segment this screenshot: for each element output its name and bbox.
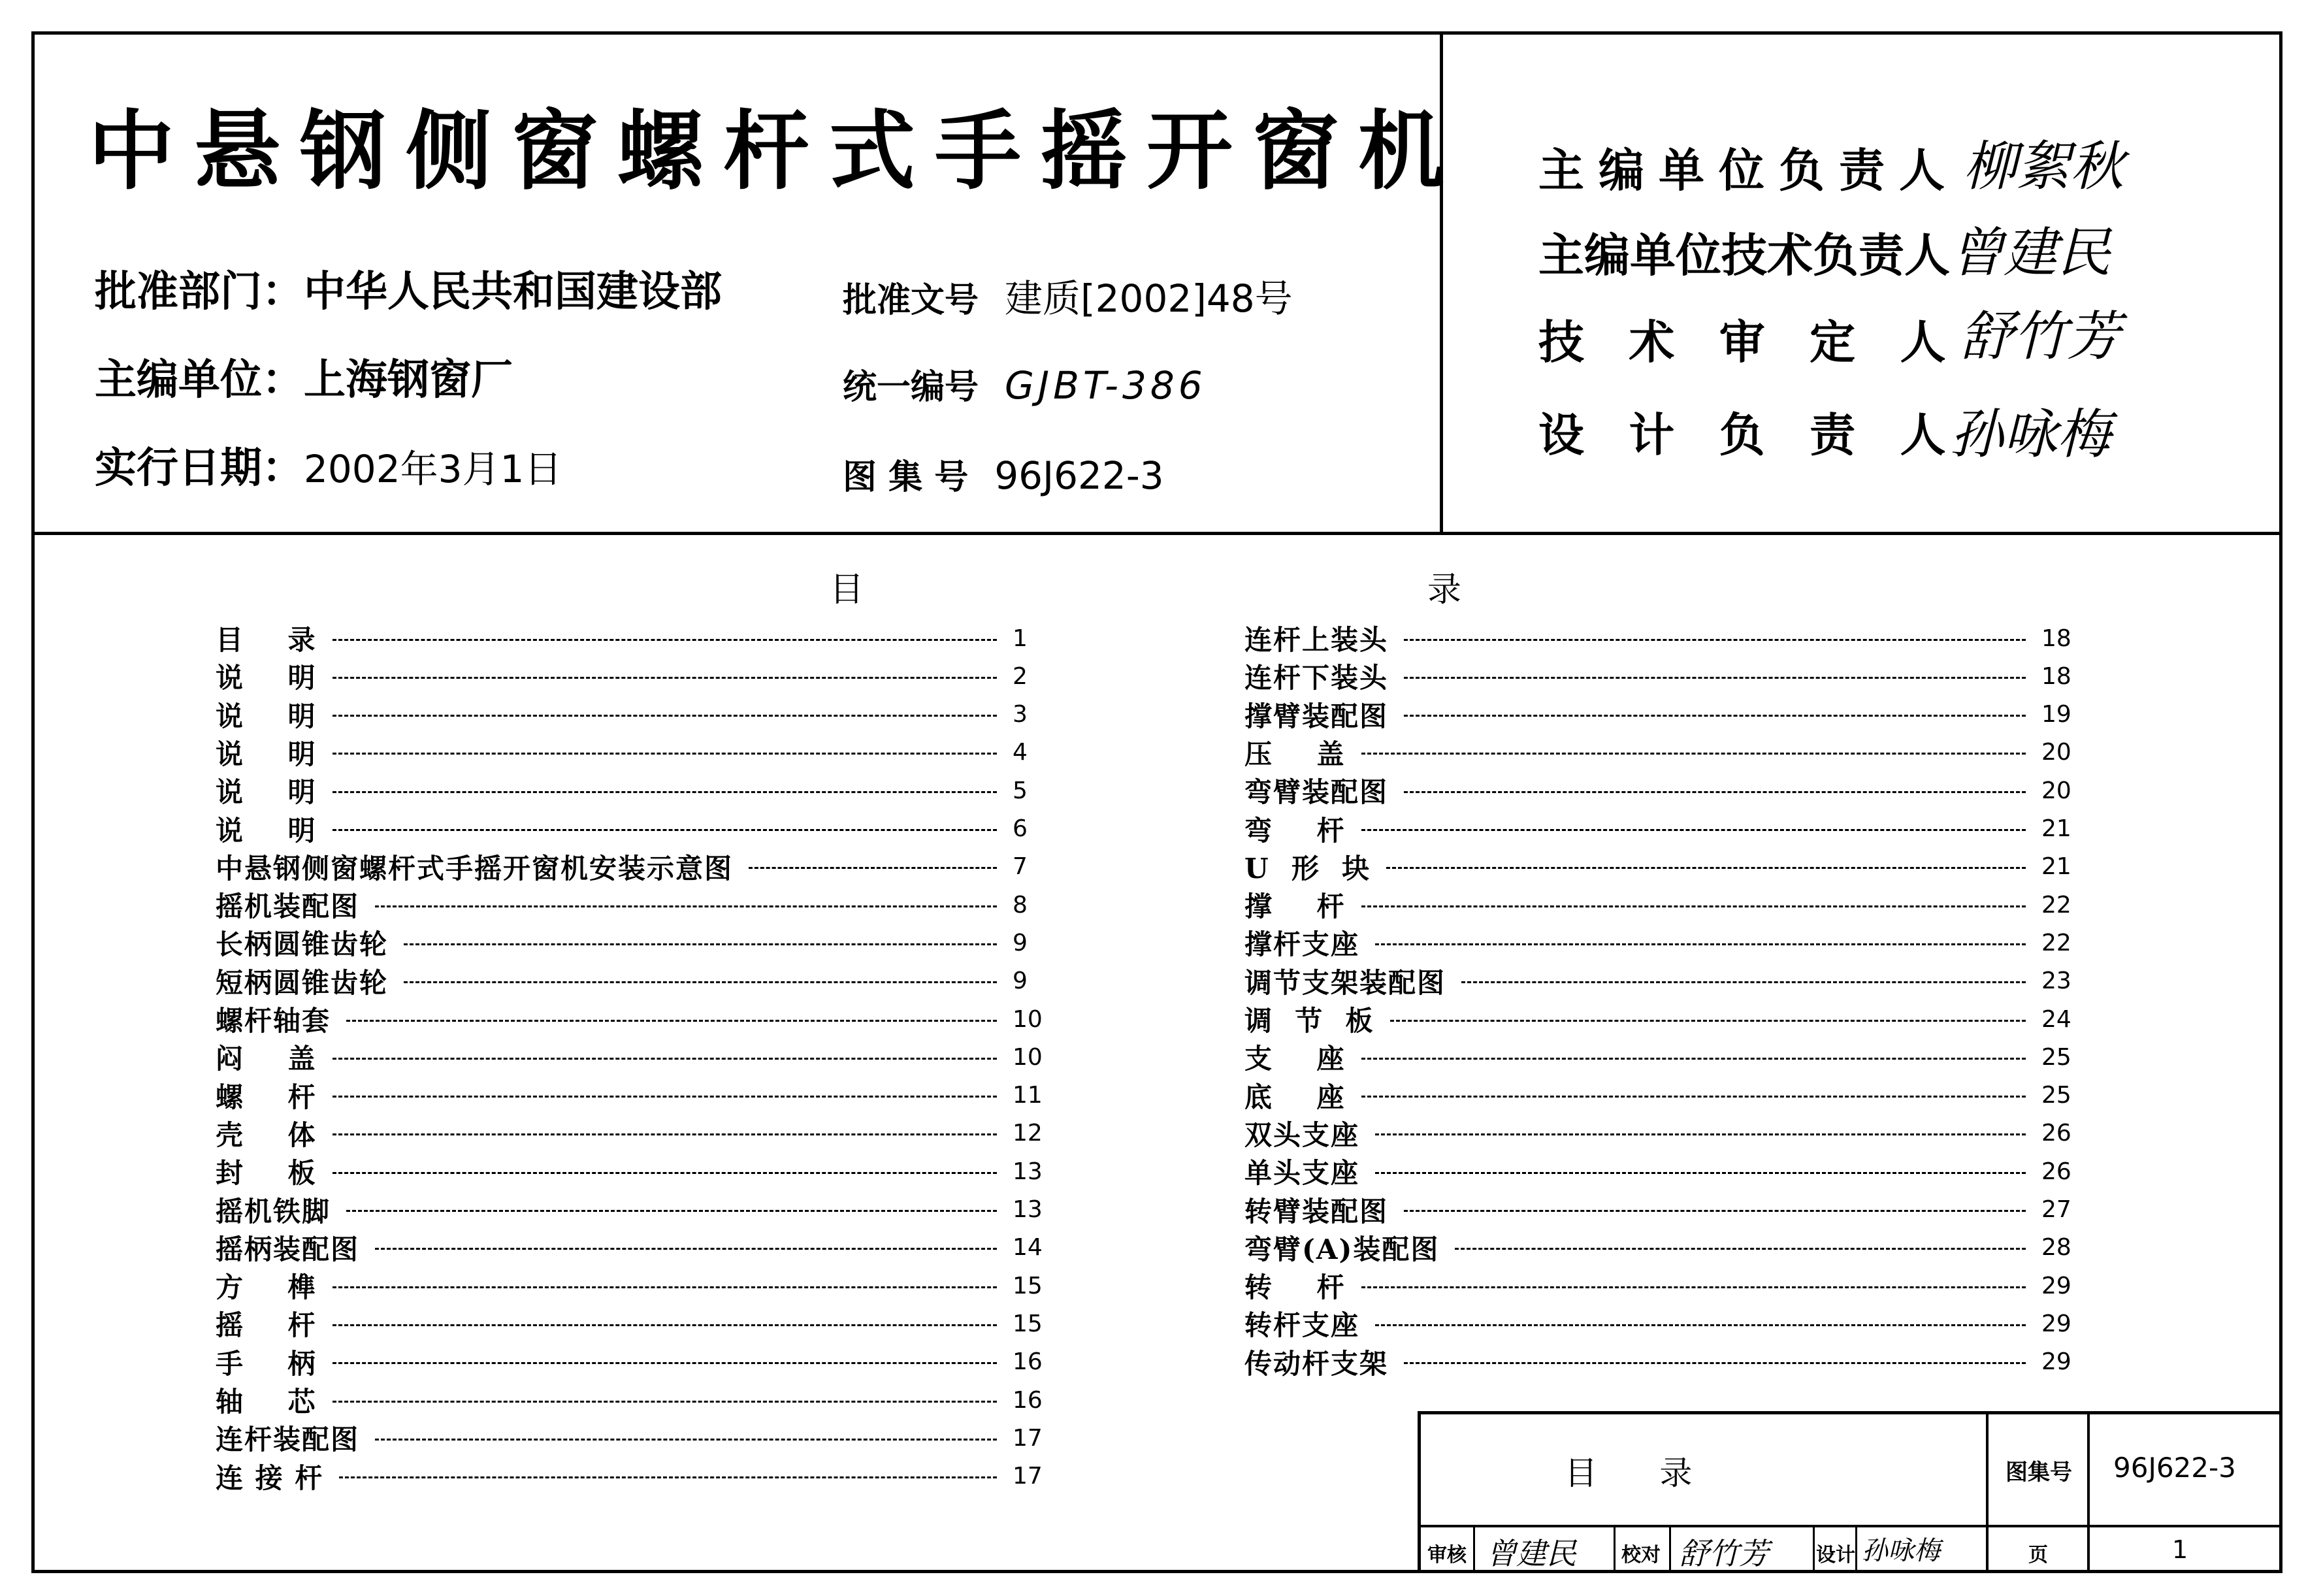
toc-row (1244, 1115, 2087, 1152)
toc-entry-label: 转 杆 (1244, 1271, 1346, 1304)
toc-entry-page: 13 (1013, 1196, 1043, 1223)
toc-leader-dashes (346, 1020, 997, 1022)
toc-entry-label: 摇机铁脚 (216, 1195, 331, 1228)
toc-entry-page: 13 (1013, 1158, 1043, 1185)
toc-row (216, 657, 1058, 695)
atlas-no-value: 96J622-3 (994, 453, 1164, 498)
toc-row (1244, 1229, 2087, 1267)
toc-entry-label: 连 接 杆 (216, 1461, 324, 1494)
toc-row (216, 1115, 1058, 1152)
toc-row (216, 1458, 1058, 1495)
toc-row (1244, 1191, 2087, 1229)
effective-date-value: 2002年3月1日 (304, 447, 562, 491)
unified-code-row (843, 359, 1207, 408)
responsible-signature-2: 曾建民 (1950, 222, 2111, 284)
page-title: 中悬钢侧窗螺杆式手摇开窗机 (88, 101, 1464, 202)
atlas-no-row (843, 449, 1164, 498)
toc-entry-page: 11 (1013, 1082, 1043, 1109)
toc-entry-label: 调 节 板 (1244, 1005, 1374, 1037)
chief-unit-label: 主编单位 (95, 356, 262, 404)
toc-entry-page: 21 (2041, 815, 2071, 842)
toc-entry-page: 29 (2041, 1348, 2071, 1376)
toc-row (216, 1267, 1058, 1305)
toc-entry-page: 5 (1013, 777, 1028, 804)
toc-row (216, 1152, 1058, 1190)
toc-row (1244, 848, 2087, 886)
toc-leader-dashes (1404, 791, 2026, 793)
toc-entry-page: 1 (1013, 625, 1028, 652)
title-block-atlas-value: 96J622-3 (2113, 1452, 2236, 1484)
toc-leader-dashes (333, 829, 998, 831)
toc-entry-page: 28 (2041, 1234, 2071, 1262)
toc-entry-label: 连杆上装头 (1244, 624, 1389, 656)
toc-row (1244, 1343, 2087, 1381)
toc-entry-label: 连杆下装头 (1244, 662, 1389, 694)
toc-entry-page: 26 (2041, 1158, 2071, 1185)
title-block-design-signature: 孙咏梅 (1862, 1536, 1940, 1566)
atlas-no-label: 图 集 号 (843, 458, 969, 497)
toc-entry-label: 转臂装配图 (1244, 1195, 1389, 1228)
toc-row (1244, 619, 2087, 657)
toc-entry-page: 15 (1013, 1272, 1043, 1299)
toc-leader-dashes (1375, 943, 2026, 945)
responsible-role-3: 技 术 审 定 人 (1538, 316, 1960, 369)
approval-dept-value: 中华人民共和国建设部 (304, 268, 722, 316)
toc-row (216, 1038, 1058, 1076)
toc-entry-page: 10 (1013, 1005, 1043, 1033)
toc-row (216, 962, 1058, 1000)
chief-unit-row (95, 346, 513, 406)
approval-dept-label: 批准部门 (95, 268, 262, 316)
toc-row (1244, 924, 2087, 962)
responsible-role-1: 主编单位负责人 (1538, 144, 1959, 197)
toc-heading-left: 目 (830, 570, 864, 610)
toc-row (216, 1419, 1058, 1457)
toc-entry-page: 7 (1013, 853, 1028, 881)
toc-row (216, 1343, 1058, 1381)
toc-row (216, 1305, 1058, 1343)
toc-entry-page: 20 (2041, 739, 2071, 766)
toc-leader-dashes (1361, 1096, 2026, 1098)
toc-leader-dashes (1375, 1133, 2026, 1135)
toc-row (216, 619, 1058, 657)
title-block-small-divider-1 (1473, 1525, 1475, 1573)
toc-entry-page: 27 (2041, 1196, 2071, 1223)
toc-entry-label: 闷 盖 (216, 1043, 317, 1075)
approval-doc-label: 批准文号 (843, 281, 979, 320)
toc-leader-dashes (333, 791, 998, 793)
toc-leader-dashes (404, 943, 997, 945)
unified-code-value: GJBT-386 (1005, 363, 1207, 408)
colon: ： (262, 444, 304, 493)
title-block-review-label: 审核 (1427, 1544, 1467, 1567)
toc-leader-dashes (1375, 1324, 2026, 1326)
toc-entry-page: 21 (2041, 853, 2071, 881)
colon: ： (262, 268, 304, 316)
title-block-design-label: 设计 (1816, 1544, 1855, 1567)
title-block-small-divider-5 (1855, 1525, 1857, 1573)
toc-entry-label: 支 座 (1244, 1043, 1346, 1075)
toc-entry-label: 转杆支座 (1244, 1309, 1360, 1342)
chief-unit-value: 上海钢窗厂 (304, 356, 513, 404)
title-block-col-divider-2 (2087, 1411, 2090, 1573)
toc-row (216, 1381, 1058, 1419)
toc-leader-dashes (333, 1133, 998, 1135)
toc-entry-page: 17 (1013, 1424, 1043, 1452)
toc-leader-dashes (1461, 981, 2026, 983)
toc-leader-dashes (404, 981, 997, 983)
toc-leader-dashes (1390, 1020, 2026, 1022)
toc-entry-page: 2 (1013, 662, 1028, 690)
title-block-sheet-title: 目 录 (1565, 1454, 1693, 1492)
toc-row (216, 1000, 1058, 1038)
title-block-page-value: 1 (2172, 1535, 2188, 1564)
toc-leader-dashes (375, 1439, 997, 1441)
approval-doc-row (843, 268, 1293, 323)
toc-entry-label: 螺杆轴套 (216, 1005, 331, 1037)
toc-leader-dashes (333, 1058, 998, 1060)
toc-entry-label: 摇 杆 (216, 1309, 317, 1342)
toc-row (1244, 1305, 2087, 1343)
effective-date-label: 实行日期 (95, 444, 262, 493)
toc-leader-dashes (333, 1362, 998, 1364)
toc-entry-page: 6 (1013, 815, 1028, 842)
toc-row (1244, 1038, 2087, 1076)
responsible-signature-4: 孙咏梅 (1950, 404, 2111, 466)
toc-row (1244, 886, 2087, 924)
toc-entry-page: 14 (1013, 1234, 1043, 1262)
toc-entry-label: 封 板 (216, 1157, 317, 1190)
toc-entry-page: 16 (1013, 1386, 1043, 1414)
toc-entry-page: 3 (1013, 701, 1028, 728)
toc-entry-label: 撑 杆 (1244, 890, 1346, 923)
toc-leader-dashes (333, 677, 998, 679)
toc-leader-dashes (1361, 905, 2026, 907)
title-block-page-label: 页 (2028, 1544, 2048, 1567)
toc-leader-dashes (1455, 1248, 2026, 1250)
toc-leader-dashes (375, 1248, 997, 1250)
toc-leader-dashes (1404, 715, 2026, 717)
toc-leader-dashes (346, 1210, 997, 1212)
toc-leader-dashes (333, 1096, 998, 1098)
title-block-col-divider-1 (1986, 1411, 1989, 1573)
toc-entry-label: 中悬钢侧窗螺杆式手摇开窗机安装示意图 (216, 852, 734, 885)
toc-entry-label: 底 座 (1244, 1081, 1346, 1113)
toc-entry-label: 传动杆支架 (1244, 1347, 1389, 1380)
title-block-small-divider-2 (1614, 1525, 1616, 1573)
effective-date-row (95, 434, 562, 495)
toc-entry-page: 8 (1013, 891, 1028, 919)
approval-doc-value: 建质[2002]48号 (1005, 276, 1293, 321)
toc-entry-label: U 形 块 (1244, 852, 1371, 885)
toc-row (216, 886, 1058, 924)
toc-leader-dashes (339, 1476, 997, 1478)
toc-entry-label: 连杆装配图 (216, 1424, 360, 1456)
toc-entry-label: 方 榫 (216, 1271, 317, 1304)
toc-entry-label: 说 明 (216, 700, 317, 732)
toc-entry-label: 弯臂装配图 (1244, 776, 1389, 809)
toc-leader-dashes (333, 715, 998, 717)
toc-entry-page: 29 (2041, 1310, 2071, 1337)
toc-entry-label: 目 录 (216, 624, 317, 656)
toc-entry-page: 9 (1013, 968, 1028, 995)
toc-row (1244, 696, 2087, 734)
toc-leader-dashes (1404, 1362, 2026, 1364)
toc-entry-page: 18 (2041, 625, 2071, 652)
toc-row (216, 1229, 1058, 1267)
toc-entry-page: 22 (2041, 929, 2071, 956)
toc-entry-label: 撑杆支座 (1244, 928, 1360, 961)
toc-entry-page: 20 (2041, 777, 2071, 804)
toc-entry-label: 弯 杆 (1244, 814, 1346, 847)
toc-entry-label: 撑臂装配图 (1244, 700, 1389, 732)
toc-entry-label: 单头支座 (1244, 1157, 1360, 1190)
title-block-small-divider-4 (1813, 1525, 1815, 1573)
toc-leader-dashes (1404, 1210, 2026, 1212)
toc-row (216, 1077, 1058, 1115)
toc-entry-label: 说 明 (216, 814, 317, 847)
title-block-review-signature: 曾建民 (1486, 1536, 1576, 1571)
toc-entry-label: 螺 杆 (216, 1081, 317, 1113)
toc-entry-page: 26 (2041, 1120, 2071, 1147)
toc-entry-label: 摇机装配图 (216, 890, 360, 923)
toc-entry-label: 长柄圆锥齿轮 (216, 928, 389, 961)
toc-leader-dashes (333, 753, 998, 755)
toc-entry-label: 弯臂(A)装配图 (1244, 1233, 1440, 1265)
toc-entry-page: 10 (1013, 1043, 1043, 1071)
toc-leader-dashes (333, 1324, 998, 1326)
toc-row (1244, 734, 2087, 772)
responsible-signature-3: 舒竹芳 (1960, 306, 2120, 368)
toc-entry-page: 24 (2041, 1005, 2071, 1033)
toc-leader-dashes (333, 1401, 998, 1403)
toc-entry-page: 22 (2041, 891, 2071, 919)
toc-row (216, 1191, 1058, 1229)
title-block-row-divider (1418, 1525, 2282, 1527)
toc-row (1244, 1000, 2087, 1038)
title-block-atlas-label: 图集号 (2006, 1459, 2072, 1486)
toc-leader-dashes (1361, 1286, 2026, 1288)
approval-dept-row (95, 258, 722, 318)
toc-row (1244, 1267, 2087, 1305)
toc-heading-right: 录 (1427, 570, 1462, 610)
toc-entry-label: 轴 芯 (216, 1386, 317, 1418)
toc-leader-dashes (1404, 677, 2026, 679)
toc-entry-label: 双头支座 (1244, 1118, 1360, 1151)
toc-row (216, 734, 1058, 772)
toc-leader-dashes (333, 639, 998, 641)
colon: ： (262, 356, 304, 404)
toc-row (216, 924, 1058, 962)
header-divider (31, 532, 2282, 535)
toc-row (216, 772, 1058, 809)
responsible-role-2: 主编单位技术负责人 (1538, 229, 1950, 282)
toc-leader-dashes (1361, 1058, 2026, 1060)
toc-row (1244, 657, 2087, 695)
toc-entry-page: 12 (1013, 1120, 1043, 1147)
toc-row (216, 810, 1058, 848)
toc-leader-dashes (333, 1286, 998, 1288)
title-block-check-label: 校对 (1621, 1544, 1661, 1567)
toc-entry-page: 17 (1013, 1463, 1043, 1490)
toc-entry-page: 4 (1013, 739, 1028, 766)
toc-leader-dashes (1404, 639, 2026, 641)
toc-entry-label: 手 柄 (216, 1347, 317, 1380)
toc-row (1244, 1077, 2087, 1115)
toc-entry-label: 壳 体 (216, 1118, 317, 1151)
toc-entry-label: 说 明 (216, 662, 317, 694)
toc-row (1244, 772, 2087, 809)
toc-row (1244, 1152, 2087, 1190)
toc-row (216, 848, 1058, 886)
toc-entry-label: 说 明 (216, 738, 317, 770)
toc-entry-label: 调节支架装配图 (1244, 966, 1446, 999)
toc-leader-dashes (1375, 1172, 2026, 1174)
toc-entry-page: 23 (2041, 968, 2071, 995)
toc-leader-dashes (749, 867, 997, 869)
toc-leader-dashes (1361, 829, 2026, 831)
toc-entry-page: 25 (2041, 1043, 2071, 1071)
toc-row (1244, 962, 2087, 1000)
toc-entry-label: 摇柄装配图 (216, 1233, 360, 1265)
toc-entry-label: 说 明 (216, 776, 317, 809)
toc-entry-page: 9 (1013, 929, 1028, 956)
title-block-small-divider-3 (1669, 1525, 1671, 1573)
responsible-signature-1: 柳絮秋 (1963, 136, 2124, 198)
toc-entry-page: 29 (2041, 1272, 2071, 1299)
toc-leader-dashes (1361, 753, 2026, 755)
toc-row (216, 696, 1058, 734)
toc-entry-page: 25 (2041, 1082, 2071, 1109)
unified-code-label: 统一编号 (843, 368, 979, 407)
toc-entry-page: 18 (2041, 662, 2071, 690)
toc-row (1244, 810, 2087, 848)
toc-entry-page: 16 (1013, 1348, 1043, 1376)
toc-entry-label: 压 盖 (1244, 738, 1346, 770)
toc-entry-page: 19 (2041, 701, 2071, 728)
toc-leader-dashes (1386, 867, 2026, 869)
title-block-check-signature: 舒竹芳 (1679, 1536, 1769, 1571)
toc-leader-dashes (375, 905, 997, 907)
toc-entry-label: 短柄圆锥齿轮 (216, 966, 389, 999)
toc-entry-page: 15 (1013, 1310, 1043, 1337)
responsible-role-4: 设 计 负 责 人 (1538, 408, 1960, 462)
toc-leader-dashes (333, 1172, 998, 1174)
